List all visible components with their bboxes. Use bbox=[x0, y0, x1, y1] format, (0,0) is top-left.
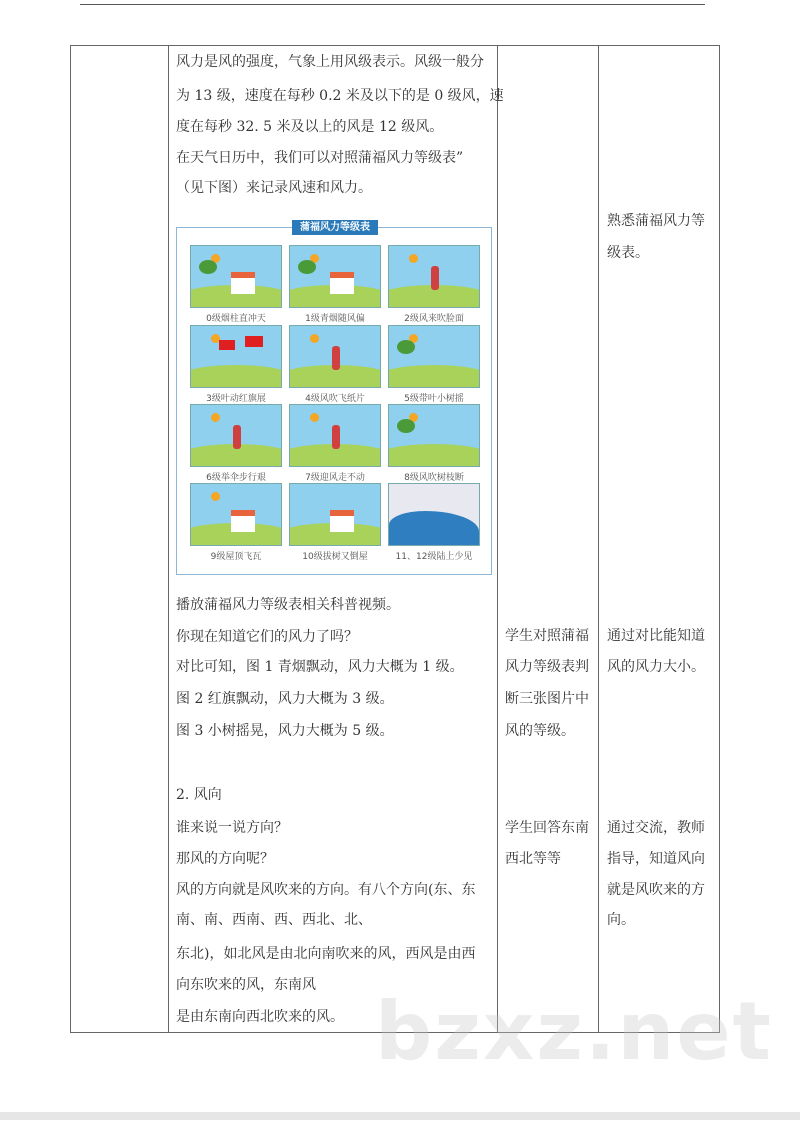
column-divider bbox=[598, 45, 599, 1033]
beaufort-caption: 6级举伞步行艰 bbox=[206, 473, 266, 483]
beaufort-caption: 7级迎风走不动 bbox=[305, 473, 365, 483]
content-line: 2. 风向 bbox=[176, 787, 222, 803]
beaufort-panel bbox=[289, 245, 381, 308]
beaufort-caption: 9级屋顶飞瓦 bbox=[210, 552, 262, 562]
beaufort-panel bbox=[190, 483, 282, 546]
content-line: 在天气日历中，我们可以对照蒲福风力等级表” bbox=[176, 150, 464, 166]
intent-line: 熟悉蒲福风力等 bbox=[607, 213, 705, 229]
intent-line: 级表。 bbox=[607, 245, 649, 261]
content-line: 风的方向就是风吹来的方向。有八个方向(东、东 bbox=[176, 882, 476, 898]
content-line: 那风的方向呢？ bbox=[176, 851, 274, 867]
content-line: 你现在知道它们的风力了吗？ bbox=[176, 629, 358, 645]
beaufort-caption: 3级叶动红旗展 bbox=[206, 394, 266, 404]
student-line: 断三张图片中 bbox=[505, 691, 589, 707]
beaufort-panel bbox=[190, 404, 282, 467]
beaufort-panel bbox=[388, 245, 480, 308]
beaufort-caption: 0级烟柱直冲天 bbox=[206, 314, 266, 324]
student-line: 西北等等 bbox=[505, 851, 561, 867]
intent-line: 就是风吹来的方 bbox=[607, 882, 705, 898]
beaufort-panel bbox=[388, 325, 480, 388]
watermark: bzxz.net bbox=[375, 985, 773, 1078]
content-line: 风力是风的强度，气象上用风级表示。风级一般分 bbox=[176, 54, 484, 70]
beaufort-panel bbox=[289, 483, 381, 546]
student-line: 风力等级表判 bbox=[505, 659, 589, 675]
page-bottom-bar bbox=[0, 1112, 800, 1120]
student-line: 风的等级。 bbox=[505, 723, 575, 739]
beaufort-caption: 8级风吹树枝断 bbox=[404, 473, 464, 483]
beaufort-panel bbox=[388, 404, 480, 467]
student-line: 学生对照蒲福 bbox=[505, 628, 589, 644]
beaufort-panel bbox=[289, 404, 381, 467]
student-line: 学生回答东南 bbox=[505, 820, 589, 836]
content-line: 度在每秒 32. 5 米及以上的风是 12 级风。 bbox=[176, 119, 444, 135]
content-line: 图 2 红旗飘动，风力大概为 3 级。 bbox=[176, 691, 394, 707]
beaufort-panel bbox=[190, 325, 282, 388]
intent-line: 指导，知道风向 bbox=[607, 851, 705, 867]
content-line: 图 3 小树摇晃，风力大概为 5 级。 bbox=[176, 723, 394, 739]
content-line: 谁来说一说方向？ bbox=[176, 820, 288, 836]
content-line: 是由东南向西北吹来的风。 bbox=[176, 1009, 344, 1025]
beaufort-caption: 1级青烟随风偏 bbox=[305, 314, 365, 324]
beaufort-panel bbox=[388, 483, 480, 546]
content-line: 对比可知，图 1 青烟飘动，风力大概为 1 级。 bbox=[176, 659, 464, 675]
figure-title: 蒲福风力等级表 bbox=[292, 220, 378, 235]
beaufort-panel bbox=[190, 245, 282, 308]
content-line: 南、南、西南、西、西北、北、 bbox=[176, 912, 372, 928]
content-line: 为 13 级，速度在每秒 0.2 米及以下的是 0 级风，速 bbox=[176, 88, 504, 104]
column-divider bbox=[168, 45, 169, 1033]
content-line: 向东吹来的风，东南风 bbox=[176, 977, 316, 993]
beaufort-caption: 2级风来吹脸面 bbox=[404, 314, 464, 324]
intent-line: 通过对比能知道 bbox=[607, 628, 705, 644]
header-rule bbox=[80, 4, 705, 5]
content-line: （见下图）来记录风速和风力。 bbox=[176, 180, 372, 196]
column-divider bbox=[497, 45, 498, 1033]
beaufort-caption: 4级风吹飞纸片 bbox=[305, 394, 365, 404]
beaufort-caption: 11、12级陆上少见 bbox=[395, 552, 473, 562]
intent-line: 向。 bbox=[607, 912, 635, 928]
content-line: 播放蒲福风力等级表相关科普视频。 bbox=[176, 597, 400, 613]
beaufort-caption: 10级拔树又倒屋 bbox=[302, 552, 368, 562]
beaufort-caption: 5级带叶小树摇 bbox=[404, 394, 464, 404]
intent-line: 通过交流，教师 bbox=[607, 820, 705, 836]
intent-line: 风的风力大小。 bbox=[607, 659, 705, 675]
beaufort-panel bbox=[289, 325, 381, 388]
content-line: 东北)，如北风是由北向南吹来的风，西风是由西 bbox=[176, 946, 476, 962]
